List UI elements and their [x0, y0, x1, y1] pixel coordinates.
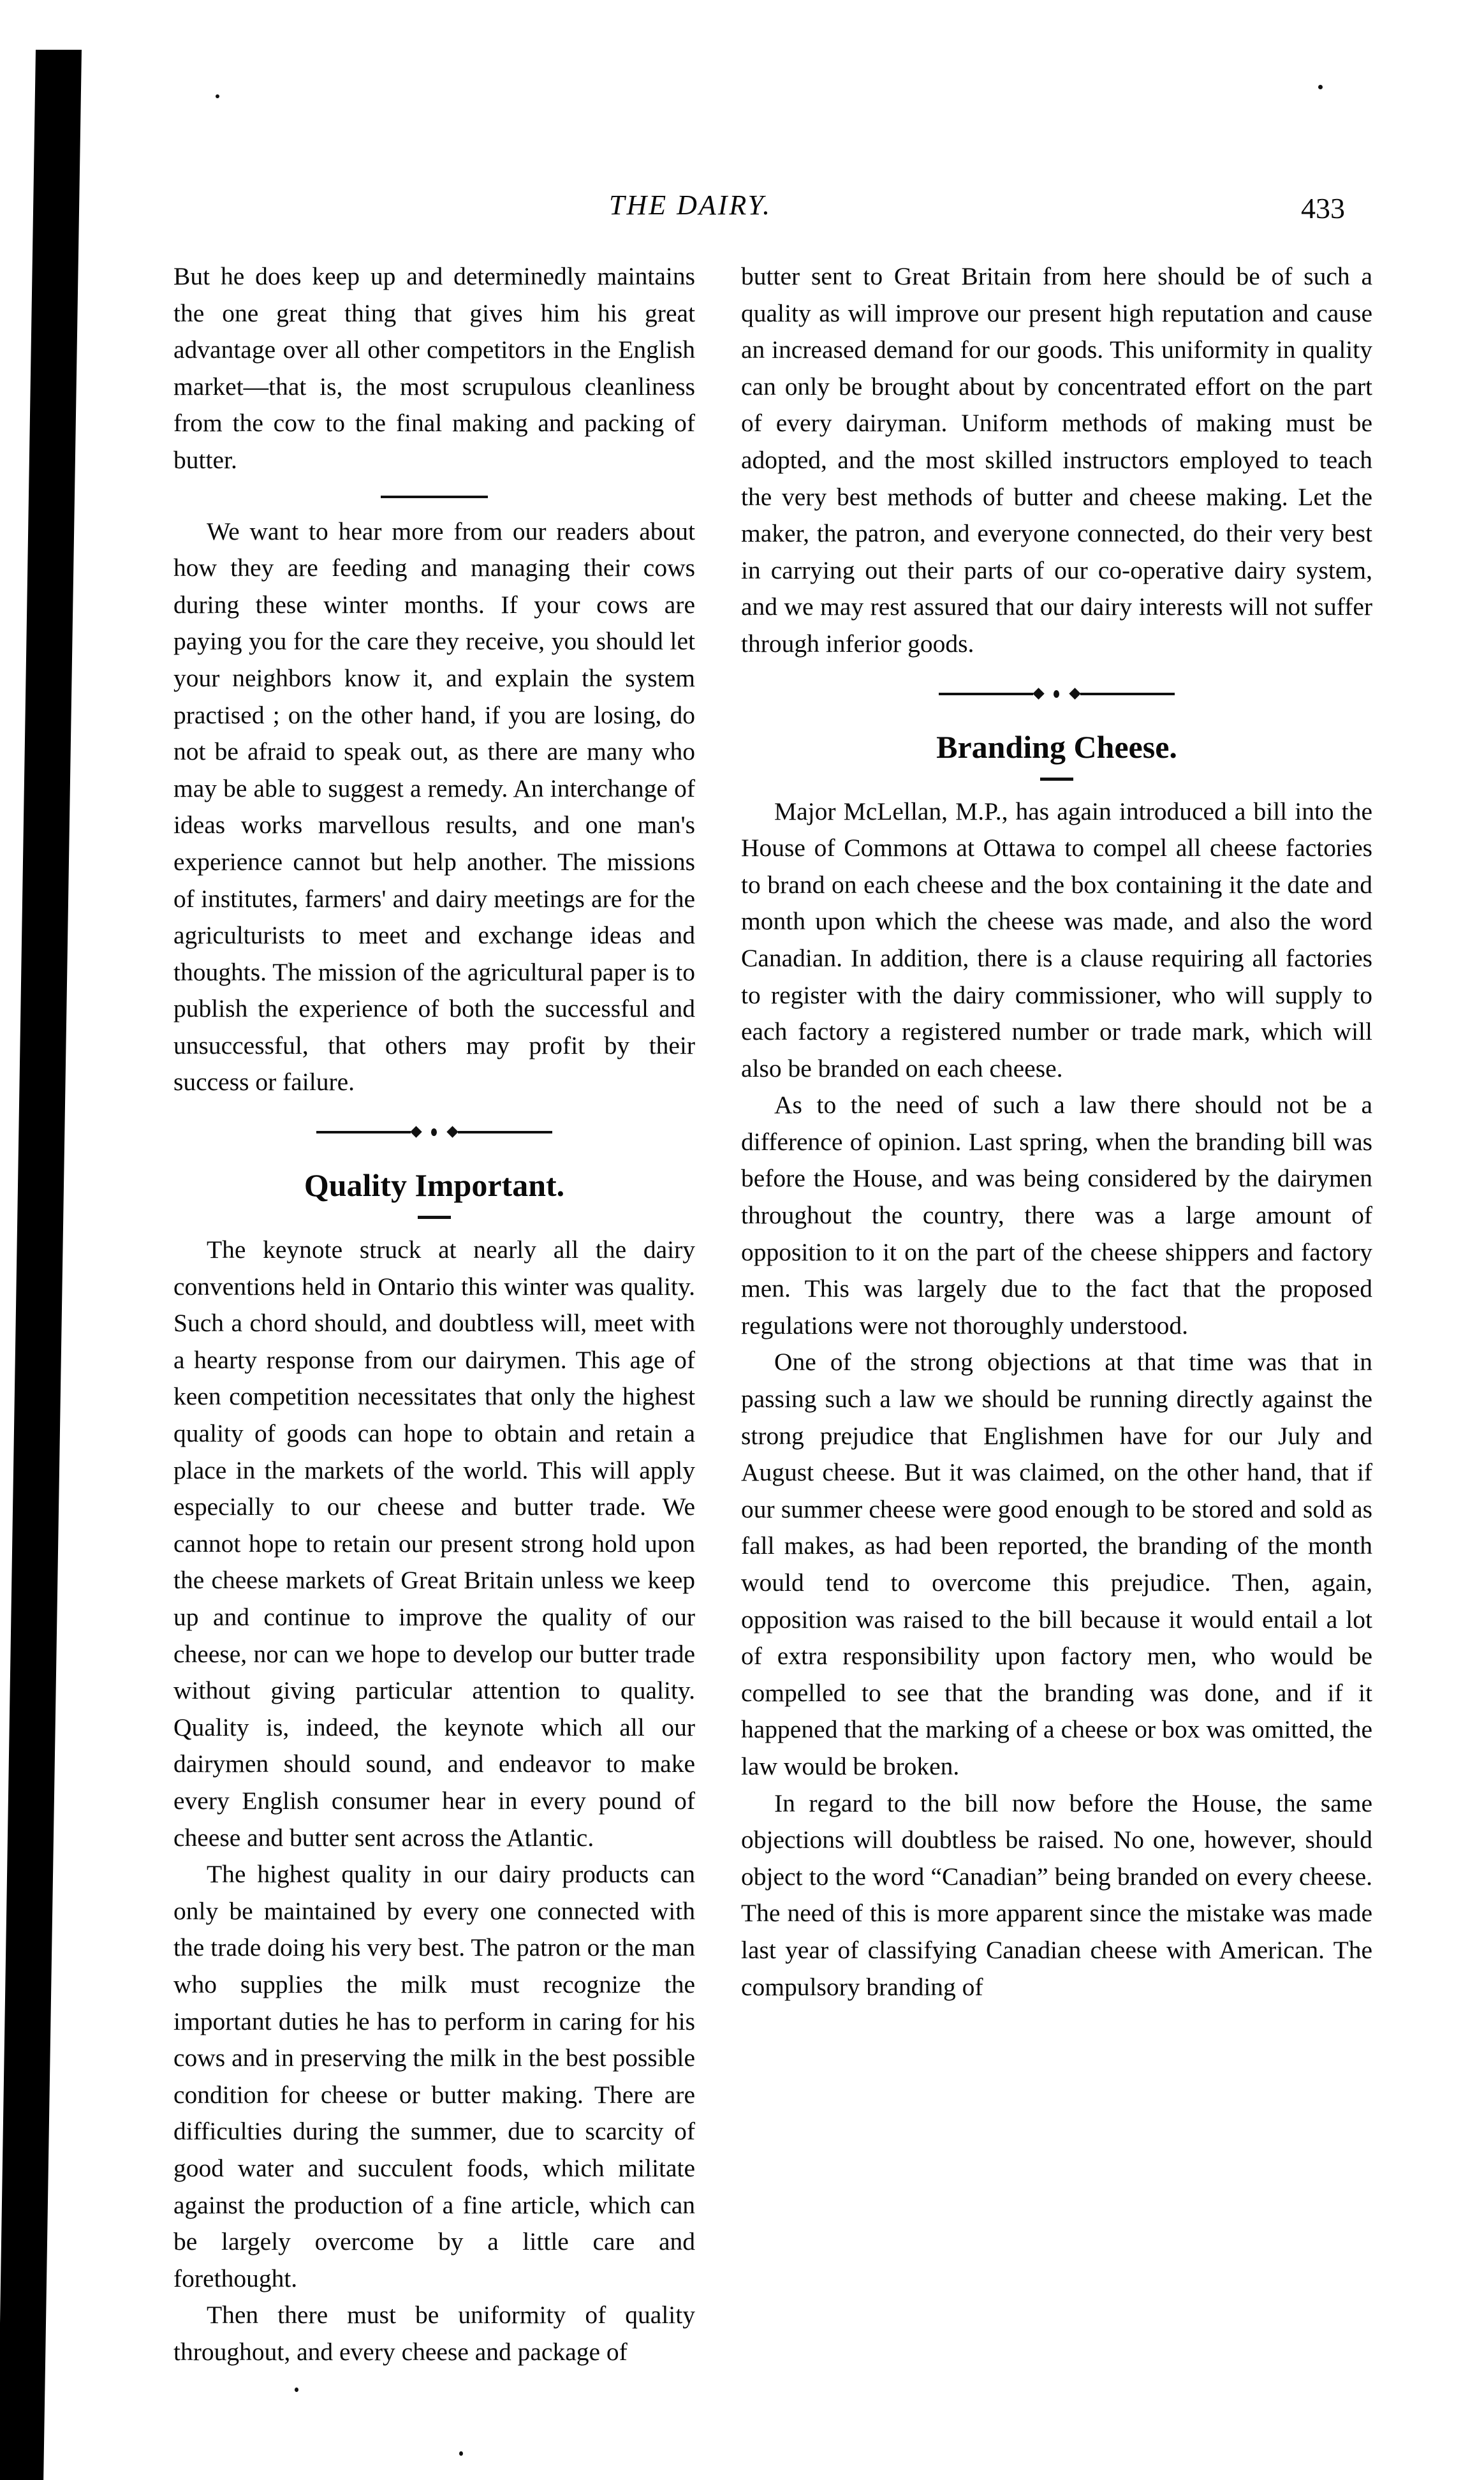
paragraph-continued: butter sent to Great Britain from here should be of such a quality as will improve our present high reputation and cause an increased demand for our goods. This uniformity in quality can only be brought about by concentrated effort on the part of every dairyman. Uniform methods of making must be adopted, and the most skilled instructors employed to teach the very best methods of butter and cheese making. Let the maker, the patron, and everyone connected, do their very best in carrying out their parts of our co-operative dairy system, and we may rest assured that our dairy interests will not suffer through inferior goods.	[741, 262, 1372, 658]
scan-speck	[295, 2388, 298, 2392]
scan-speck	[216, 94, 219, 98]
article-paragraph: Major McLellan, M.P., has again introduced a bill into the House of Commons at Ottawa to compel all cheese factories to brand on each cheese and the box containing it the date and month upon which the cheese was made, and also the word Canadian. In addition, there is a clause requiring all factories to register with the dairy commissioner, who will supply to each factory a registered number or trade mark, which will also be branded on each cheese.	[741, 797, 1372, 1082]
scan-edge-shadow	[0, 50, 82, 2480]
article-paragraph: The highest quality in our dairy products can only be maintained by every one connected with the trade doing his very best. The patron or the man who supplies the milk must recognize the important duties he has to perform in caring for his cows and in preserving the milk in the best possible condition for cheese or butter making. There are difficulties during the summer, due to scarcity of good water and succulent foods, which militate against the production of a fine article, which can be largely overcome by a little care and forethought.	[173, 1860, 695, 2292]
section-rule	[381, 496, 488, 498]
scan-speck	[459, 2451, 463, 2456]
article-paragraph: Then there must be uniformity of quality throughout, and every cheese and package of	[173, 2301, 695, 2366]
scan-speck	[1318, 85, 1323, 89]
page-number: 433	[1301, 192, 1345, 225]
article-paragraph: As to the need of such a law there should not be a difference of opinion. Last spring, when the branding bill was before the House, and was being considered by the dairymen throughout the country, there was a large amount of opposition to it on the part of the cheese shippers and factory men. This was largely due to the fact that the proposed regulations were not thoroughly understood.	[741, 1091, 1372, 1340]
article-paragraph: One of the strong objections at that time was that in passing such a law we should be running directly against the strong prejudice that Englishmen have for our July and August cheese. But it was claimed, on the other hand, that if our summer cheese were good enough to be stored and sold as fall makes, as had been reported, the branding of the month would tend to overcome this prejudice. Then, again, opposition was raised to the bill because it would entail a lot of extra responsibility upon factory men, who would be compelled to see that the branding was done, and if it happened that the marking of a cheese or box was omitted, the law would be broken.	[741, 1348, 1372, 1780]
ornamental-divider	[316, 1126, 552, 1138]
ornamental-divider	[939, 688, 1175, 700]
left-column	[173, 258, 695, 2370]
article-title-quality: Quality Important.	[304, 1167, 565, 1204]
title-dash	[418, 1216, 451, 1219]
title-dash	[1040, 778, 1073, 781]
running-title: THE DAIRY.	[609, 189, 772, 221]
article-paragraph: In regard to the bill now before the House, the same objections will doubtless be raised. No one, however, should object to the word “Canadian” being branded on every cheese. The need of this is more apparent since the mistake was made last year of classifying Canadian cheese with American. The compulsory branding of	[741, 1789, 1372, 2001]
article-paragraph: The keynote struck at nearly all the dairy conventions held in Ontario this winter was quality. Such a chord should, and doubtless will, meet with a hearty response from our dairymen. This age of keen competition necessitates that only the highest quality of goods can hope to obtain and retain a place in the markets of the world. This will apply especially to our cheese and butter trade. We cannot hope to retain our present strong hold upon the cheese markets of Great Britain unless we keep up and continue to improve the quality of our cheese, nor can we hope to develop our butter trade without giving particular attention to quality. Quality is, indeed, the keynote which all our dairymen should sound, and endeavor to make every English consumer hear in every pound of cheese and butter sent across the Atlantic.	[173, 1236, 695, 1852]
paragraph-continued: But he does keep up and determinedly maintains the one great thing that gives him his great advantage over all other competitors in the English market—that is, the most scrupulous cleanliness from the cow to the final making and packing of butter.	[173, 262, 695, 474]
paragraph-readers: We want to hear more from our readers about how they are feeding and managing their cows during these winter months. If your cows are paying you for the care they receive, you should let your neighbors know it, and explain the system practised ; on the other hand, if you are losing, do not be afraid to speak out, as there are many who may be able to suggest a remedy. An interchange of ideas works marvellous results, and one man's experience cannot but help another. The missions of institutes, farmers' and dairy meetings are for the agriculturists to meet and exchange ideas and thoughts. The mission of the agricultural paper is to publish the experience of both the successful and unsuccessful, that others may profit by their success or failure.	[173, 517, 695, 1096]
article-title-branding: Branding Cheese.	[936, 728, 1177, 765]
right-column	[741, 258, 1372, 2005]
